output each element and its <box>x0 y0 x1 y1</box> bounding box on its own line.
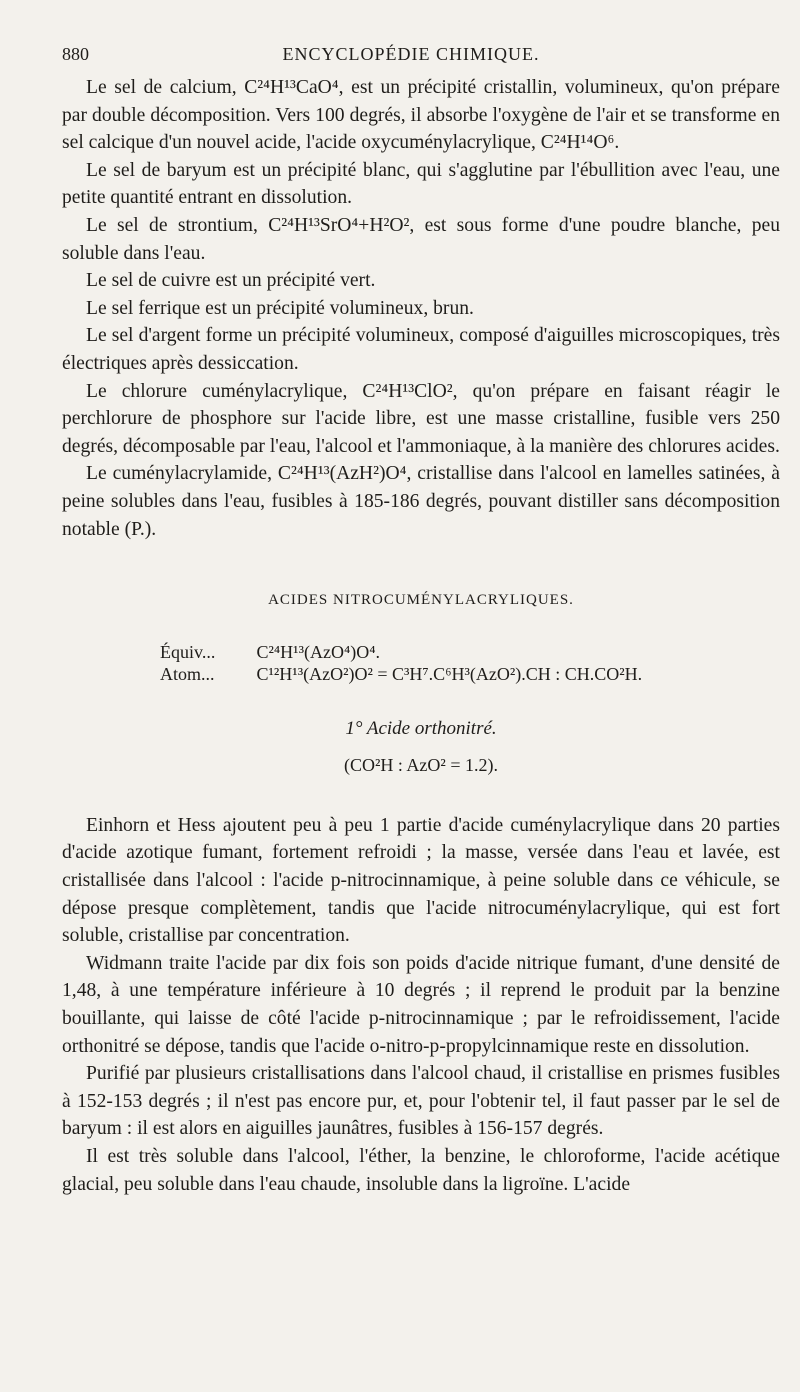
paragraph-solubility: Il est très soluble dans l'alcool, l'éther, la benzine, le chloroforme, l'acide acétique glacial, peu soluble dans l'eau chaude, insoluble dans la ligroïne. L'acide <box>62 1146 780 1195</box>
paragraph-argent: Le sel d'argent forme un précipité volumineux, composé d'aiguilles microscopiques, très électriques après dessiccation. <box>62 325 780 374</box>
paragraph-einhorn: Einhorn et Hess ajoutent peu à peu 1 partie d'acide cuménylacrylique dans 20 parties d'acide azotique fumant, fortement refroidi ; la masse, versée dans l'eau et lavée, est cristallisée dans l'alcool : l'acide p-nitrocinnamique, à peine soluble dans ce véhicule, se dépose presque complètement, tandis que l'acide nitrocuménylacrylique, qui est fort soluble, cristallise par concentration. <box>62 814 780 947</box>
subsection-title: 1° Acide orthonitré. <box>345 717 497 739</box>
paragraph-calcium: Le sel de calcium, C²⁴H¹³CaO⁴, est un précipité cristallin, volumineux, qu'on prépare par double décomposition. Vers 100 degrés, il absorbe l'oxygène de l'air et se transforme en sel calcique d'un nouvel acide, l'acide oxycuménylacrylique, C²⁴H¹⁴O⁶. <box>62 77 780 154</box>
equiv-formula: C²⁴H¹³(AzO⁴)O⁴. <box>256 641 380 662</box>
paragraph-ferrique: Le sel ferrique est un précipité volumineux, brun. <box>86 297 474 319</box>
section-title: ACIDES NITROCUMÉNYLACRYLIQUES. <box>268 592 574 609</box>
running-title: ENCYCLOPÉDIE CHIMIQUE. <box>282 44 540 64</box>
subsection-note: (CO²H : AzO² = 1.2). <box>344 755 498 776</box>
atom-formula: C¹²H¹³(AzO²)O² = C³H⁷.C⁶H³(AzO²).CH : CH.CO²H. <box>256 663 643 684</box>
paragraph-purification: Purifié par plusieurs cristallisations dans l'alcool chaud, il cristallise en prismes fusibles à 152-153 degrés ; il n'est pas encore pur, et, pour l'obtenir tel, il faut passer par le sel de baryum : il est alors en aiguilles jaunâtres, fusibles à 156-157 degrés. <box>62 1063 780 1140</box>
paragraph-widmann: Widmann traite l'acide par dix fois son poids d'acide nitrique fumant, d'une densité de 1,48, à une température inférieure à 10 degrés ; il reprend le produit par la benzine bouillante, qui laisse de côté l'acide p-nitrocinnamique ; par le refroidissement, l'acide orthonitré se dépose, tandis que l'acide o-nitro-p-propylcinnamique reste en dissolution. <box>62 952 780 1057</box>
paragraph-cuivre: Le sel de cuivre est un précipité vert. <box>86 270 376 292</box>
page-number: 880 <box>62 44 89 64</box>
body-text <box>62 74 780 1198</box>
paragraph-strontium: Le sel de strontium, C²⁴H¹³SrO⁴+H²O², est sous forme d'une poudre blanche, peu soluble dans l'eau. <box>62 214 780 264</box>
atom-formula-line <box>160 663 780 685</box>
atom-label: Atom... <box>160 663 215 684</box>
paragraph-chlorure: Le chlorure cuménylacrylique, C²⁴H¹³ClO², qu'on prépare en faisant réagir le perchlorure de phosphore sur l'acide libre, est une masse cristalline, fusible vers 250 degrés, décomposable par l'eau, l'alcool et l'ammoniaque, à la manière des chlorures acides. <box>62 380 780 457</box>
page-header <box>62 44 760 72</box>
equiv-label: Équiv... <box>160 641 216 662</box>
formula-block <box>160 641 780 685</box>
paragraph-amide: Le cuménylacrylamide, C²⁴H¹³(AzH²)O⁴, cristallise dans l'alcool en lamelles satinées, à peine solubles dans l'eau, fusibles à 185-186 degrés, pouvant distiller sans décomposition notable (P.). <box>62 463 780 540</box>
equiv-formula-line <box>160 641 780 663</box>
paragraph-baryum: Le sel de baryum est un précipité blanc, qui s'agglutine par l'ébullition avec l'eau, une petite quantité entrant en dissolution. <box>62 159 780 209</box>
